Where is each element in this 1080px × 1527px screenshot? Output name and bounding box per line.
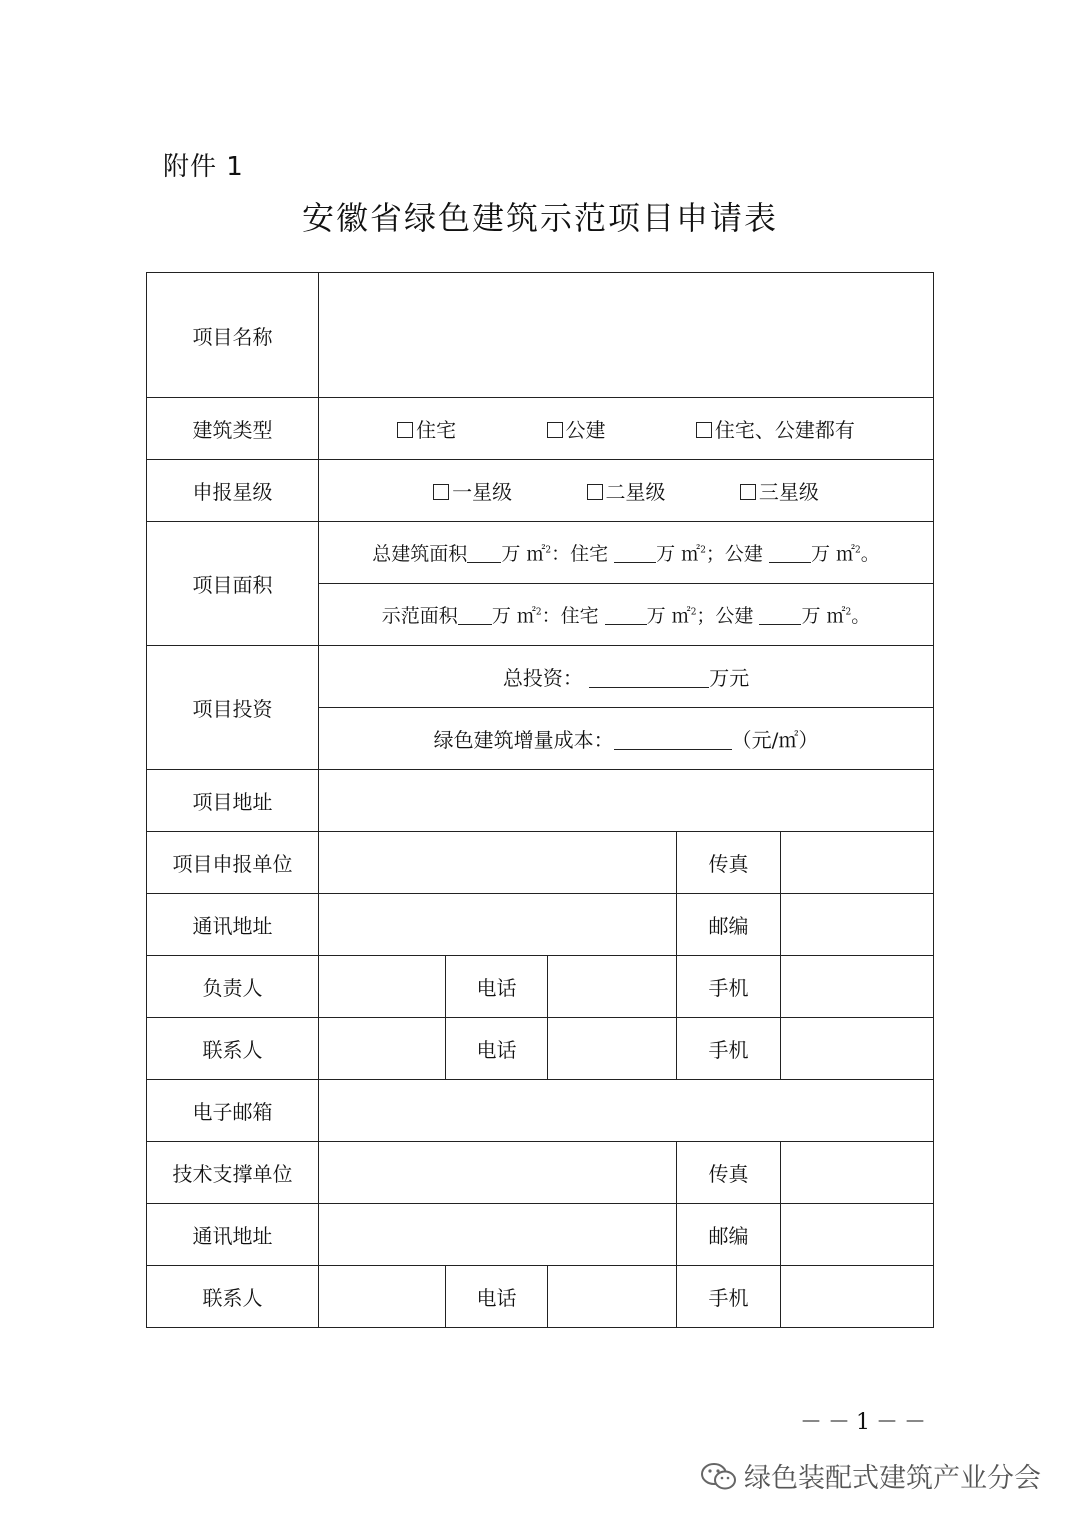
postcode-field[interactable] bbox=[781, 1204, 934, 1266]
mobile-field[interactable] bbox=[781, 1018, 934, 1080]
star-level-options bbox=[319, 460, 934, 522]
total-public-blank[interactable] bbox=[769, 562, 811, 563]
total-area-blank[interactable] bbox=[467, 562, 501, 563]
fax-field[interactable] bbox=[781, 832, 934, 894]
star-level-option[interactable]: 一星级 bbox=[433, 476, 512, 505]
phone-label: 电话 bbox=[446, 1266, 548, 1328]
contact-label: 联系人 bbox=[147, 1266, 319, 1328]
demo-area-line: 示范面积 万 ㎡$^2$：住宅 万 ㎡$^2$；公建 万 ㎡$^2$。 bbox=[319, 584, 934, 646]
phone-field[interactable] bbox=[548, 1266, 677, 1328]
mobile-label: 手机 bbox=[677, 1266, 781, 1328]
checkbox-icon[interactable] bbox=[696, 422, 712, 438]
applicant-field[interactable] bbox=[319, 832, 677, 894]
phone-label: 电话 bbox=[446, 1018, 548, 1080]
star-level-label: 申报星级 bbox=[147, 460, 319, 522]
building-type-option[interactable]: 公建 bbox=[547, 414, 606, 443]
attachment-label: 附件 1 bbox=[163, 152, 244, 182]
mail-address-label: 通讯地址 bbox=[147, 894, 319, 956]
postcode-field[interactable] bbox=[781, 894, 934, 956]
building-type-option[interactable]: 住宅 bbox=[397, 414, 456, 443]
email-label: 电子邮箱 bbox=[147, 1080, 319, 1142]
mobile-label: 手机 bbox=[677, 956, 781, 1018]
demo-area-blank[interactable] bbox=[458, 624, 492, 625]
form-title: 安徽省绿色建筑示范项目申请表 bbox=[301, 199, 778, 237]
contact-field[interactable] bbox=[319, 1266, 446, 1328]
principal-label: 负责人 bbox=[147, 956, 319, 1018]
watermark bbox=[700, 1456, 1041, 1495]
investment-label: 项目投资 bbox=[147, 646, 319, 770]
applicant-label: 项目申报单位 bbox=[147, 832, 319, 894]
contact-label: 联系人 bbox=[147, 1018, 319, 1080]
watermark-text: 绿色装配式建筑产业分会 bbox=[744, 1463, 1041, 1494]
total-investment-blank[interactable] bbox=[589, 687, 709, 688]
address-field[interactable] bbox=[319, 770, 934, 832]
mail-address-field[interactable] bbox=[319, 894, 677, 956]
incremental-cost-line: 绿色建筑增量成本： （元/㎡） bbox=[319, 708, 934, 770]
incremental-cost-blank[interactable] bbox=[614, 749, 732, 750]
building-type-options bbox=[319, 398, 934, 460]
checkbox-icon[interactable] bbox=[547, 422, 563, 438]
tech-support-field[interactable] bbox=[319, 1142, 677, 1204]
phone-field[interactable] bbox=[548, 956, 677, 1018]
postcode-label: 邮编 bbox=[677, 894, 781, 956]
checkbox-icon[interactable] bbox=[740, 484, 756, 500]
mobile-label: 手机 bbox=[677, 1018, 781, 1080]
building-type-label: 建筑类型 bbox=[147, 398, 319, 460]
fax-label: 传真 bbox=[677, 1142, 781, 1204]
total-investment-line: 总投资： 万元 bbox=[319, 646, 934, 708]
checkbox-icon[interactable] bbox=[397, 422, 413, 438]
email-field[interactable] bbox=[319, 1080, 934, 1142]
checkbox-icon[interactable] bbox=[587, 484, 603, 500]
fax-field[interactable] bbox=[781, 1142, 934, 1204]
address-label: 项目地址 bbox=[147, 770, 319, 832]
star-level-option[interactable]: 二星级 bbox=[587, 476, 666, 505]
phone-label: 电话 bbox=[446, 956, 548, 1018]
mail-address-label: 通讯地址 bbox=[147, 1204, 319, 1266]
total-residential-blank[interactable] bbox=[614, 562, 656, 563]
wechat-icon bbox=[700, 1462, 738, 1492]
tech-support-label: 技术支撑单位 bbox=[147, 1142, 319, 1204]
mobile-field[interactable] bbox=[781, 956, 934, 1018]
postcode-label: 邮编 bbox=[677, 1204, 781, 1266]
mail-address-field[interactable] bbox=[319, 1204, 677, 1266]
total-area-line: 总建筑面积 万 ㎡$^2$：住宅 万 ㎡$^2$；公建 万 ㎡$^2$。 bbox=[319, 522, 934, 584]
star-level-option[interactable]: 三星级 bbox=[740, 476, 819, 505]
project-name-label: 项目名称 bbox=[147, 273, 319, 398]
building-type-option[interactable]: 住宅、公建都有 bbox=[696, 414, 855, 443]
fax-label: 传真 bbox=[677, 832, 781, 894]
page-number: －－1－－ bbox=[800, 1410, 932, 1435]
principal-field[interactable] bbox=[319, 956, 446, 1018]
phone-field[interactable] bbox=[548, 1018, 677, 1080]
contact-field[interactable] bbox=[319, 1018, 446, 1080]
project-name-field[interactable] bbox=[319, 273, 934, 398]
area-label: 项目面积 bbox=[147, 522, 319, 646]
application-form bbox=[146, 272, 934, 1328]
demo-public-blank[interactable] bbox=[759, 624, 801, 625]
checkbox-icon[interactable] bbox=[433, 484, 449, 500]
demo-residential-blank[interactable] bbox=[605, 624, 647, 625]
mobile-field[interactable] bbox=[781, 1266, 934, 1328]
